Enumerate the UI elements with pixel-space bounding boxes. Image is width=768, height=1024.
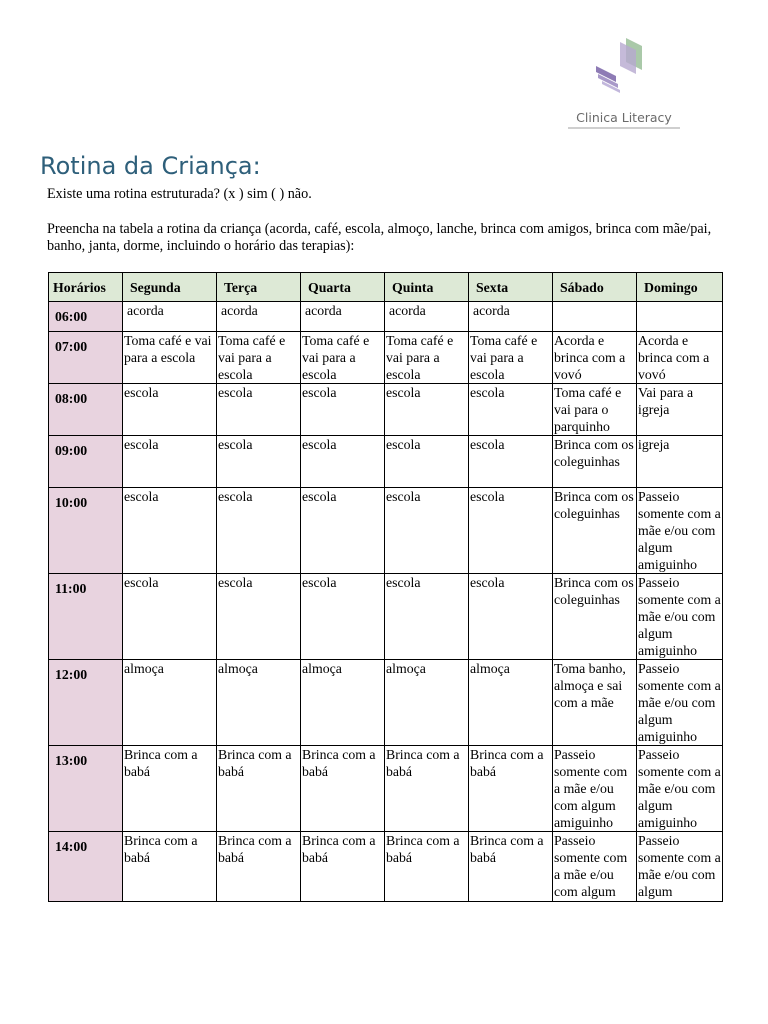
routine-cell: escola (217, 384, 301, 436)
header-terca: Terça (217, 273, 301, 302)
routine-cell: escola (123, 384, 217, 436)
table-row (49, 332, 723, 384)
routine-cell: escola (301, 436, 385, 488)
table-row (49, 436, 723, 488)
routine-cell: escola (385, 574, 469, 660)
routine-cell: Brinca com a babá (123, 746, 217, 832)
routine-cell: Brinca com a babá (469, 832, 553, 902)
time-cell: 13:00 (49, 746, 123, 832)
routine-cell: almoça (385, 660, 469, 746)
routine-cell: Brinca com a babá (123, 832, 217, 902)
logo-brand-text: Clinica Literacy (576, 110, 672, 125)
routine-cell: escola (217, 488, 301, 574)
routine-cell: Passeio somente com a mãe e/ou com algum (637, 832, 723, 902)
routine-cell: almoça (301, 660, 385, 746)
time-cell: 12:00 (49, 660, 123, 746)
time-cell: 10:00 (49, 488, 123, 574)
table-row (49, 488, 723, 574)
routine-table (48, 272, 723, 902)
routine-cell: Toma café e vai para a escola (217, 332, 301, 384)
routine-cell: acorda (217, 302, 301, 332)
routine-cell: escola (469, 436, 553, 488)
table-row (49, 832, 723, 902)
routine-cell: escola (469, 488, 553, 574)
routine-cell: Brinca com a babá (217, 746, 301, 832)
routine-cell: Brinca com os coleguinhas (553, 436, 637, 488)
routine-cell: almoça (217, 660, 301, 746)
routine-cell: Vai para a igreja (637, 384, 723, 436)
table-row (49, 660, 723, 746)
header-horarios: Horários (49, 273, 123, 302)
table-row (49, 384, 723, 436)
routine-cell: Brinca com os coleguinhas (553, 574, 637, 660)
routine-cell: acorda (123, 302, 217, 332)
routine-cell: Brinca com a babá (385, 746, 469, 832)
header-quarta: Quarta (301, 273, 385, 302)
routine-cell: Brinca com a babá (385, 832, 469, 902)
routine-cell: Brinca com a babá (469, 746, 553, 832)
routine-cell: escola (123, 574, 217, 660)
routine-cell: Brinca com a babá (217, 832, 301, 902)
table-row (49, 746, 723, 832)
table-row (49, 574, 723, 660)
routine-cell: Passeio somente com a mãe e/ou com algum amiguinho (638, 489, 721, 572)
clinic-logo (560, 22, 680, 132)
routine-cell: escola (469, 574, 553, 660)
time-cell: 09:00 (49, 436, 123, 488)
routine-cell: Brinca com a babá (301, 832, 385, 902)
routine-cell: almoça (123, 660, 217, 746)
routine-cell: escola (217, 574, 301, 660)
routine-cell: Acorda e brinca com a vovó (637, 332, 723, 384)
routine-question: Existe uma rotina estruturada? (x ) sim ( ) não. (47, 186, 312, 202)
instruction-text: Preencha na tabela a rotina da criança (acorda, café, escola, almoço, lanche, brinca com amigos, brinca com mãe/pai, banho, janta, dorme, incluindo o horário das terapias): (47, 221, 712, 254)
table-row (49, 302, 723, 332)
header-quinta: Quinta (385, 273, 469, 302)
routine-cell: Toma café e vai para a escola (301, 332, 385, 384)
time-cell: 07:00 (49, 332, 123, 384)
logo-tagline (568, 127, 680, 129)
routine-cell: escola (217, 436, 301, 488)
time-cell: 14:00 (49, 832, 123, 902)
routine-cell: Passeio somente com a mãe e/ou com algum amiguinho (638, 661, 721, 744)
header-sexta: Sexta (469, 273, 553, 302)
book-logo-icon (590, 36, 652, 98)
routine-cell: Passeio somente com a mãe e/ou com algum (553, 832, 637, 902)
routine-cell: escola (469, 384, 553, 436)
table-header-row (49, 273, 723, 302)
routine-cell: almoça (469, 660, 553, 746)
routine-cell: Passeio somente com a mãe e/ou com algum amiguinho (638, 575, 721, 658)
routine-cell: escola (301, 384, 385, 436)
routine-cell: Toma café e vai para o parquinho (553, 384, 637, 436)
routine-cell: acorda (469, 302, 553, 332)
header-domingo: Domingo (637, 273, 723, 302)
routine-cell: acorda (385, 302, 469, 332)
routine-cell: Toma café e vai para a escola (123, 332, 217, 384)
routine-cell (553, 302, 637, 332)
routine-cell: Passeio somente com a mãe e/ou com algum amiguinho (638, 747, 721, 830)
routine-cell: Acorda e brinca com a vovó (553, 332, 637, 384)
routine-cell: escola (385, 488, 469, 574)
routine-cell: escola (123, 488, 217, 574)
routine-cell: Toma café e vai para a escola (469, 332, 553, 384)
header-sabado: Sábado (553, 273, 637, 302)
time-cell: 06:00 (49, 302, 123, 332)
routine-cell: escola (385, 384, 469, 436)
routine-cell: acorda (301, 302, 385, 332)
routine-cell (637, 302, 723, 332)
routine-cell: escola (301, 574, 385, 660)
routine-cell: Brinca com a babá (301, 746, 385, 832)
routine-cell: Toma banho, almoça e sai com a mãe (553, 660, 637, 746)
page-title: Rotina da Criança: (40, 152, 261, 180)
routine-cell: escola (385, 436, 469, 488)
routine-cell: escola (301, 488, 385, 574)
routine-cell: Toma café e vai para a escola (385, 332, 469, 384)
time-cell: 11:00 (49, 574, 123, 660)
routine-cell: Passeio somente com a mãe e/ou com algum amiguinho (553, 746, 637, 832)
header-segunda: Segunda (123, 273, 217, 302)
time-cell: 08:00 (49, 384, 123, 436)
routine-cell: igreja (637, 436, 723, 488)
routine-cell: Brinca com os coleguinhas (553, 488, 637, 574)
routine-cell: escola (123, 436, 217, 488)
